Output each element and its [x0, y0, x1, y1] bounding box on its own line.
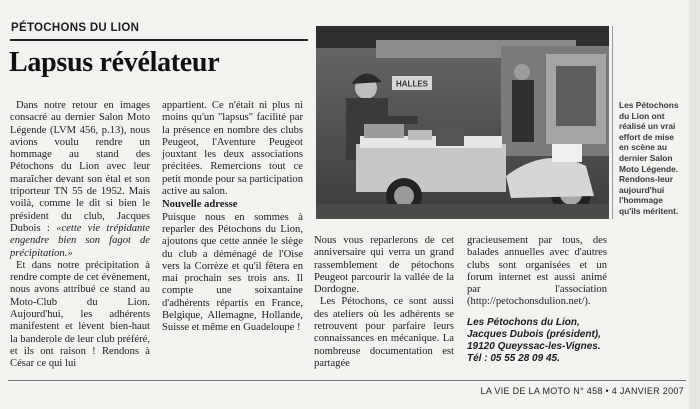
col2-paragraph-2: Puisque nous en sommes à reparler des Pétochons du Lion, ajoutons que cette année le siège du club a déménagé de l'Oise vers la Corrèze et qu'il fêtera en mai prochain ses trois ans. Il compte une soixantaine d'adhérents répartis en France, Belgique, Allemagne, Hollande, Suisse et même en Guadeloupe ! [162, 211, 303, 334]
column-4 [467, 235, 607, 365]
column-1 [10, 100, 150, 371]
col1-quote: «cette vie trépidante engendre bien son fagot de précipitation.» [10, 222, 150, 259]
photo-illustration [316, 26, 609, 219]
page-edge [689, 0, 700, 409]
caption-rule [612, 26, 613, 219]
column-2 [162, 100, 303, 335]
signature-line: 19120 Queyssac-les-Vignes. [467, 340, 601, 352]
col2-paragraph-1: appartient. Ce n'était ni plus ni moins qu'un "lapsus" facilité par la présence en nombre des clubs Peugeot, l'Aventure Peugeot jouxtant les deux associations précitées. Remercions tout ce petit monde pour sa participation active au salon. [162, 100, 303, 198]
col1-paragraph-2: Et dans notre précipitation à rendre compte de cet évènement, nous avons attribué ce stand au Moto-Club du Lion. Aujourd'hui, les adhérents manifestent et lèvent bien-haut la banderole de leur club préféré, et ils ont raison ! Rendons à César ce qui lui [10, 259, 150, 370]
halles-sign: HALLES [396, 79, 428, 89]
rubric-rule [10, 39, 308, 41]
market-stall-photo [316, 26, 609, 219]
signature-block [467, 317, 607, 365]
article-headline: Lapsus révélateur [9, 47, 220, 78]
photo-caption: Les Pétochons du Lion ont réalisé un vrai effort de mise en scène au dernier Salon Moto Légende. Rendons-leur aujourd'hui l'hommage qu'ils méritent. [619, 100, 679, 216]
page-footer: LA VIE DE LA MOTO N° 458 • 4 JANVIER 2007 [480, 386, 684, 396]
signature-line: Jacques Dubois (président), [467, 328, 601, 340]
col1-text-a: Dans notre retour en images consacré au dernier Salon Moto Légende (LVM 456, p.13), nous avions voulu rendre un hommage au stand des Pétochons du Lion avec leur maraîcher devant son étal et son triporteur TN 55 de 1952. Mais voilà, comme le dit si bien le président du club, Jacques Dubois : [10, 100, 150, 234]
signature-line: Les Pétochons du Lion, [467, 316, 580, 328]
col4-paragraph-1: gracieusement par tous, des balades annuelles avec d'autres clubs sont organisées et un forum internet est aussi animé par l'association (http://petochonsdulion.net/). [467, 235, 607, 308]
column-3 [314, 235, 454, 370]
footer-rule [8, 380, 686, 381]
col2-subhead: Nouvelle adresse [162, 199, 238, 211]
col3-paragraph-1: Nous vous reparlerons de cet anniversaire qui verra un grand rassemblement de pétochons Peugeot parcourir la vallée de la Dordogne. [314, 235, 454, 296]
signature-line: Tél : 05 55 28 09 45. [467, 352, 560, 364]
col1-paragraph-1 [10, 100, 150, 260]
col3-paragraph-2: Les Pétochons, ce sont aussi des ateliers où les adhérents se retrouvent pour parfaire leurs connaissances en mécanique. La nombreuse documentation est partagée [314, 296, 454, 369]
section-rubric: PÉTOCHONS DU LION [11, 22, 140, 34]
